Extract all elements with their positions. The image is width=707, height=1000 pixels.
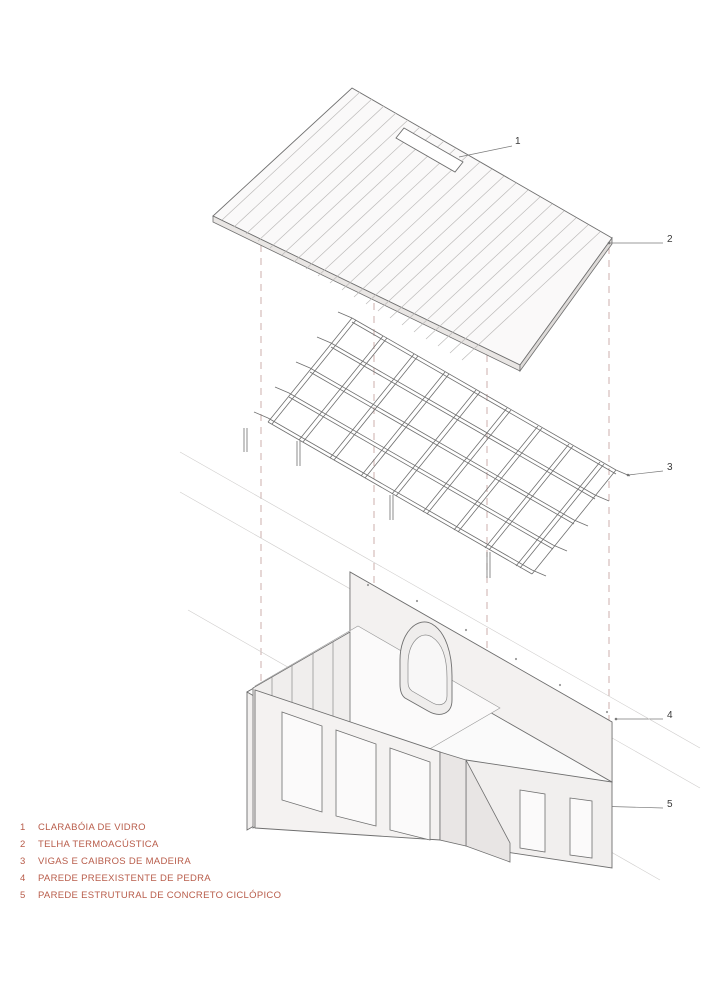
legend-label: CLARABÓIA DE VIDRO bbox=[38, 822, 146, 833]
timber-rafters bbox=[268, 318, 616, 574]
legend-item bbox=[20, 873, 350, 890]
legend-label: VIGAS E CAIBROS DE MADEIRA bbox=[38, 856, 191, 867]
callout-number-2: 2 bbox=[667, 234, 673, 245]
legend-item bbox=[20, 890, 350, 907]
legend-number: 1 bbox=[20, 822, 26, 833]
callout-number-4: 4 bbox=[667, 710, 673, 721]
timber-beams bbox=[268, 318, 616, 574]
legend-item bbox=[20, 856, 350, 873]
legend-label: TELHA TERMOACÚSTICA bbox=[38, 839, 159, 850]
legend-number: 3 bbox=[20, 856, 26, 867]
legend-number: 5 bbox=[20, 890, 26, 901]
timber-structure-layer bbox=[244, 312, 630, 578]
legend-item bbox=[20, 839, 350, 856]
legend-label: PAREDE PREEXISTENTE DE PEDRA bbox=[38, 873, 211, 884]
wall-right-return bbox=[440, 752, 466, 846]
callout-number-1: 1 bbox=[515, 136, 521, 147]
legend-label: PAREDE ESTRUTURAL DE CONCRETO CICLÓPICO bbox=[38, 890, 282, 901]
roof-panel-layer bbox=[213, 88, 612, 371]
legend-number: 4 bbox=[20, 873, 26, 884]
legend bbox=[20, 822, 350, 907]
legend-item bbox=[20, 822, 350, 839]
callout-number-3: 3 bbox=[667, 462, 673, 473]
legend-number: 2 bbox=[20, 839, 26, 850]
callout-number-5: 5 bbox=[667, 799, 673, 810]
